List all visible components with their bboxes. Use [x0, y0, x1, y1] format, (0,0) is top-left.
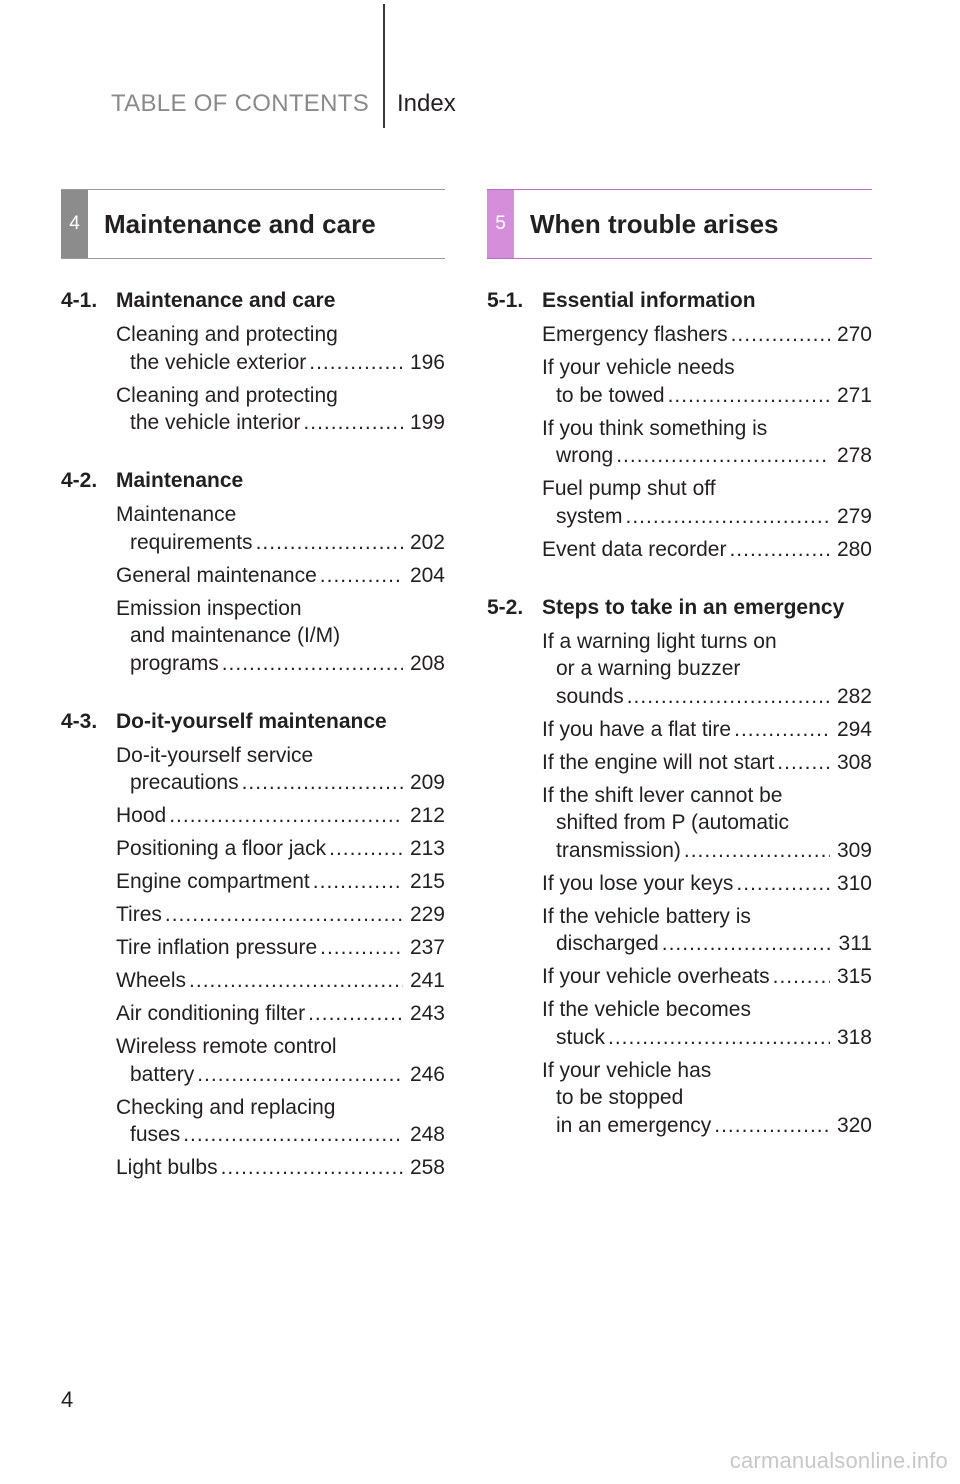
entry-text-line: or a warning buzzer	[556, 657, 741, 680]
entry-text-line: Fuel pump shut off	[542, 477, 716, 500]
toc-entry[interactable]	[542, 963, 872, 991]
section-title: When trouble arises	[530, 208, 779, 239]
group-code: 4-1.	[61, 289, 98, 312]
group-title-text: Steps to take in an emergency	[542, 595, 845, 619]
entry-last-line	[116, 835, 445, 863]
toc-entry[interactable]	[116, 321, 445, 376]
dot-leader	[627, 683, 830, 711]
table-of-contents-link[interactable]: TABLE OF CONTENTS	[111, 90, 370, 117]
dot-leader	[309, 349, 403, 377]
toc-entry[interactable]	[116, 562, 445, 590]
entry-text-line: Maintenance	[116, 503, 237, 526]
group-code: 4-3.	[61, 709, 98, 733]
page-ref: 209	[409, 771, 445, 794]
entry-last-line	[116, 1000, 445, 1028]
toc-entry[interactable]	[542, 749, 872, 777]
toc-entry[interactable]	[542, 1057, 872, 1140]
dot-leader	[734, 716, 830, 744]
entry-last-line	[116, 1061, 445, 1089]
entry-last-line	[542, 536, 872, 564]
page-number: 4	[61, 1387, 74, 1412]
entry-text: transmission)	[556, 838, 681, 862]
page-ref: 241	[409, 969, 445, 992]
group-title-text: Maintenance and care	[116, 289, 336, 312]
section-title: Maintenance and care	[104, 208, 376, 239]
page-ref: 215	[409, 870, 445, 893]
group-title-text: Maintenance	[116, 469, 244, 492]
page-ref: 229	[409, 903, 445, 926]
toc-entry[interactable]	[116, 1000, 445, 1028]
entry-text: Air conditioning filter	[116, 1002, 306, 1025]
entry-text: system	[556, 504, 623, 528]
entry-last-line	[542, 837, 872, 865]
page-ref: 320	[836, 1113, 872, 1137]
dot-leader	[668, 382, 830, 410]
entry-last-line	[542, 1112, 872, 1140]
entry-text: Light bulbs	[116, 1156, 218, 1179]
group-code: 5-2.	[487, 595, 524, 619]
page-ref: 318	[836, 1025, 872, 1049]
entry-last-line	[542, 1024, 872, 1052]
page-ref: 271	[836, 383, 872, 407]
group-spacer	[61, 683, 445, 708]
entry-text: Engine compartment	[116, 870, 310, 893]
dot-leader	[303, 409, 403, 437]
entry-text: Emergency flashers	[542, 323, 728, 346]
page-ref: 311	[838, 932, 872, 955]
index-link[interactable]: Index	[397, 90, 456, 117]
entry-text: Event data recorder	[542, 537, 727, 561]
watermark: carmanualsonline.info	[729, 1448, 948, 1473]
entry-text: sounds	[556, 684, 624, 708]
page-ref: 270	[836, 323, 872, 346]
entry-text-line: If the vehicle becomes	[542, 998, 751, 1021]
toc-entry[interactable]	[116, 934, 445, 962]
dot-leader	[616, 442, 830, 470]
toc-entry[interactable]	[116, 501, 445, 556]
page-ref: 280	[836, 537, 872, 561]
toc-entry[interactable]	[116, 868, 445, 896]
dot-leader	[777, 749, 830, 777]
entry-text: precautions	[130, 771, 239, 794]
entry-text: discharged	[556, 932, 659, 955]
entry-text-line: If your vehicle needs	[542, 356, 735, 379]
entry-text: wrong	[556, 444, 614, 467]
toc-entry[interactable]	[542, 628, 872, 711]
page-ref: 243	[409, 1002, 445, 1025]
toc-entry[interactable]	[116, 901, 445, 929]
dot-leader	[189, 967, 403, 995]
entry-text: Wheels	[116, 969, 187, 992]
toc-entry[interactable]	[542, 475, 872, 530]
page-ref: 196	[409, 350, 445, 374]
entry-text: If you have a flat tire	[542, 717, 732, 741]
page-ref: 310	[836, 871, 872, 895]
toc-column-section-5	[487, 287, 872, 1145]
dot-leader	[222, 650, 403, 678]
group-spacer	[487, 569, 872, 594]
entry-text-line: Cleaning and protecting	[116, 323, 338, 346]
group-heading	[487, 594, 872, 628]
section-number-badge: 4	[61, 190, 88, 258]
entry-text: programs	[130, 651, 219, 675]
entry-text-line: If the vehicle battery is	[542, 904, 751, 928]
dot-leader	[684, 837, 830, 865]
toc-entry[interactable]	[116, 382, 445, 437]
dot-leader	[608, 1024, 830, 1052]
section-header-trouble	[487, 189, 872, 259]
section-header-maintenance	[61, 189, 445, 259]
entry-last-line	[542, 963, 872, 991]
group-heading	[61, 467, 445, 501]
page-ref: 204	[409, 563, 445, 587]
toc-entry[interactable]	[542, 716, 872, 744]
entry-last-line	[542, 321, 872, 349]
entry-text: If the engine will not start	[542, 750, 775, 774]
entry-last-line	[542, 749, 872, 777]
entry-text-line: If you think something is	[542, 416, 768, 440]
dot-leader	[773, 963, 830, 991]
group-heading	[487, 287, 872, 321]
entry-last-line	[542, 930, 872, 958]
dot-leader	[308, 1000, 403, 1028]
toc-entry[interactable]	[542, 415, 872, 470]
dot-leader	[165, 901, 403, 929]
dot-leader	[169, 802, 403, 830]
page-ref: 213	[409, 837, 445, 860]
dot-leader	[221, 1154, 403, 1182]
page-ref: 202	[409, 530, 445, 554]
toc-entry[interactable]	[116, 1033, 445, 1088]
entry-text: the vehicle interior	[130, 411, 301, 434]
entry-last-line	[542, 382, 872, 410]
entry-last-line	[116, 901, 445, 929]
entry-text: Tire inflation pressure	[116, 936, 318, 959]
page-ref: 279	[836, 504, 872, 528]
entry-text-line: If the shift lever cannot be	[542, 783, 783, 807]
entry-last-line	[116, 967, 445, 995]
page-ref: 282	[836, 684, 872, 708]
group-heading	[61, 287, 445, 321]
entry-last-line	[116, 562, 445, 590]
dot-leader	[197, 1061, 403, 1089]
page-ref: 308	[836, 750, 872, 774]
toc-entry[interactable]	[542, 354, 872, 409]
dot-leader	[731, 321, 830, 349]
toc-entry[interactable]	[542, 321, 872, 349]
page-ref: 199	[409, 411, 445, 434]
entry-last-line	[542, 442, 872, 470]
entry-text: General maintenance	[116, 563, 317, 587]
entry-text-line: If your vehicle has	[542, 1058, 712, 1082]
toc-entry[interactable]	[116, 1154, 445, 1182]
entry-last-line	[116, 349, 445, 377]
dot-leader	[320, 562, 403, 590]
page-ref: 315	[836, 965, 872, 988]
page-ref: 309	[836, 838, 872, 862]
page-ref: 237	[409, 936, 445, 959]
dot-leader	[329, 835, 403, 863]
toc-entry[interactable]	[116, 1094, 445, 1149]
toc-entry[interactable]	[116, 802, 445, 830]
group-title-text: Essential information	[542, 289, 756, 312]
entry-last-line	[116, 1154, 445, 1182]
toc-entry[interactable]	[116, 835, 445, 863]
page-ref: 248	[409, 1123, 445, 1146]
entry-last-line	[116, 409, 445, 437]
entry-text: Positioning a floor jack	[116, 837, 327, 860]
entry-text-line: Wireless remote control	[116, 1035, 337, 1058]
entry-last-line	[116, 868, 445, 896]
page-ref: 294	[836, 717, 872, 741]
entry-text-line: Checking and replacing	[116, 1095, 336, 1119]
toc-entry[interactable]	[542, 782, 872, 865]
entry-text-line: Do-it-yourself service	[116, 743, 314, 767]
entry-last-line	[116, 1121, 445, 1149]
entry-last-line	[542, 683, 872, 711]
toc-entry[interactable]	[116, 742, 445, 797]
entry-last-line	[116, 934, 445, 962]
entry-text-line: and maintenance (I/M)	[130, 624, 341, 647]
dot-leader	[320, 934, 403, 962]
entry-last-line	[542, 870, 872, 898]
toc-entry[interactable]	[542, 536, 872, 564]
entry-text-line: Cleaning and protecting	[116, 383, 338, 407]
page-ref: 278	[836, 444, 872, 467]
entry-text-line: If a warning light turns on	[542, 629, 777, 653]
entry-last-line	[116, 802, 445, 830]
entry-text: in an emergency	[556, 1113, 712, 1137]
group-title-text: Do-it-yourself maintenance	[116, 709, 387, 733]
section-number-badge: 5	[487, 190, 514, 258]
toc-entry[interactable]	[116, 595, 445, 678]
entry-text: If you lose your keys	[542, 871, 734, 895]
page-ref: 208	[409, 651, 445, 675]
entry-text-line: Emission inspection	[116, 596, 302, 620]
page-ref: 246	[409, 1062, 445, 1086]
entry-text: battery	[130, 1062, 195, 1086]
entry-last-line	[542, 716, 872, 744]
dot-leader	[183, 1121, 403, 1149]
entry-text: requirements	[130, 530, 253, 554]
entry-last-line	[542, 503, 872, 531]
page-ref: 212	[409, 804, 445, 827]
dot-leader	[714, 1112, 830, 1140]
toc-entry[interactable]	[542, 996, 872, 1051]
entry-last-line	[116, 650, 445, 678]
dot-leader	[736, 870, 830, 898]
entry-last-line	[116, 529, 445, 557]
toc-column-section-4	[61, 287, 445, 1187]
group-heading	[61, 708, 445, 742]
dot-leader	[242, 769, 403, 797]
toc-entry[interactable]	[542, 870, 872, 898]
page-ref: 258	[409, 1156, 445, 1179]
entry-text: fuses	[130, 1123, 181, 1146]
entry-text: stuck	[556, 1025, 606, 1049]
entry-text: If your vehicle overheats	[542, 965, 770, 988]
nav-divider	[383, 4, 385, 128]
dot-leader	[662, 930, 830, 958]
dot-leader	[256, 529, 403, 557]
top-navigation	[0, 0, 960, 130]
entry-text-line: to be stopped	[556, 1086, 684, 1109]
toc-entry[interactable]	[116, 967, 445, 995]
group-spacer	[61, 442, 445, 467]
entry-last-line	[116, 769, 445, 797]
entry-text: to be towed	[556, 383, 665, 407]
group-code: 4-2.	[61, 469, 98, 492]
toc-entry[interactable]	[542, 903, 872, 958]
dot-leader	[729, 536, 830, 564]
entry-text: the vehicle exterior	[130, 350, 307, 374]
group-code: 5-1.	[487, 289, 524, 312]
dot-leader	[313, 868, 403, 896]
entry-text: Hood	[116, 804, 167, 827]
dot-leader	[626, 503, 830, 531]
entry-text: Tires	[116, 903, 162, 926]
entry-text-line: shifted from P (automatic	[556, 811, 790, 834]
